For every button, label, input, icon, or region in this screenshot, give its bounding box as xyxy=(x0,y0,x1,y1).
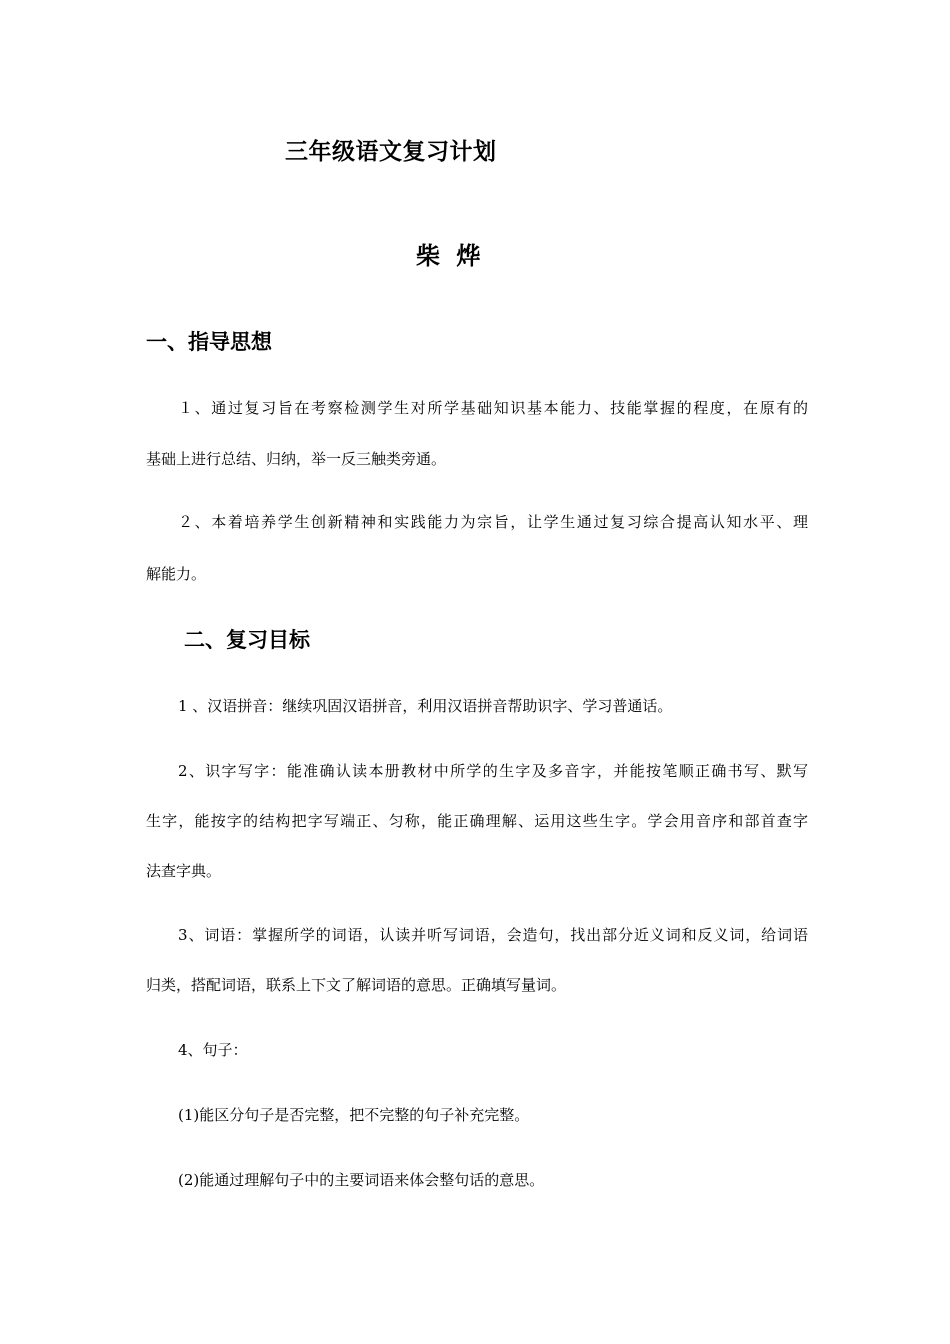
section-heading-guiding-ideology: 一、指导思想 xyxy=(146,330,272,354)
paragraph-line: 解能力。 xyxy=(146,565,207,583)
paragraph-line: １、通过复习旨在考察检测学生对所学基础知识基本能力、技能掌握的程度，在原有的 xyxy=(178,399,808,417)
author-name: 柴 烨 xyxy=(416,242,485,270)
paragraph-line: 法查字典。 xyxy=(146,862,222,880)
paragraph-line: 生字，能按字的结构把字写端正、匀称，能正确理解、运用这些生字。学会用音序和部首查字 xyxy=(146,812,808,830)
paragraph-line: ２、本着培养学生创新精神和实践能力为宗旨，让学生通过复习综合提高认知水平、理 xyxy=(178,513,808,531)
list-item: 2、识字写字：能准确认读本册教材中所学的生字及多音字，并能按笔顺正确书写、默写 xyxy=(178,762,808,780)
list-item: 4、句子： xyxy=(178,1041,248,1059)
paragraph-line: 归类，搭配词语，联系上下文了解词语的意思。正确填写量词。 xyxy=(146,976,567,994)
paragraph-line: 基础上进行总结、归纳，举一反三触类旁通。 xyxy=(146,450,447,468)
sub-list-item: (2)能通过理解句子中的主要词语来体会整句话的意思。 xyxy=(178,1171,545,1189)
section-heading-review-goals: 二、复习目标 xyxy=(184,628,310,652)
list-item: 3、词语：掌握所学的词语，认读并听写词语，会造句，找出部分近义词和反义词，给词语 xyxy=(178,926,808,944)
list-item: 1 、汉语拼音：继续巩固汉语拼音，利用汉语拼音帮助识字、学习普通话。 xyxy=(178,697,673,715)
document-title: 三年级语文复习计划 xyxy=(285,139,497,165)
sub-list-item: (1)能区分句子是否完整，把不完整的句子补充完整。 xyxy=(178,1106,530,1124)
